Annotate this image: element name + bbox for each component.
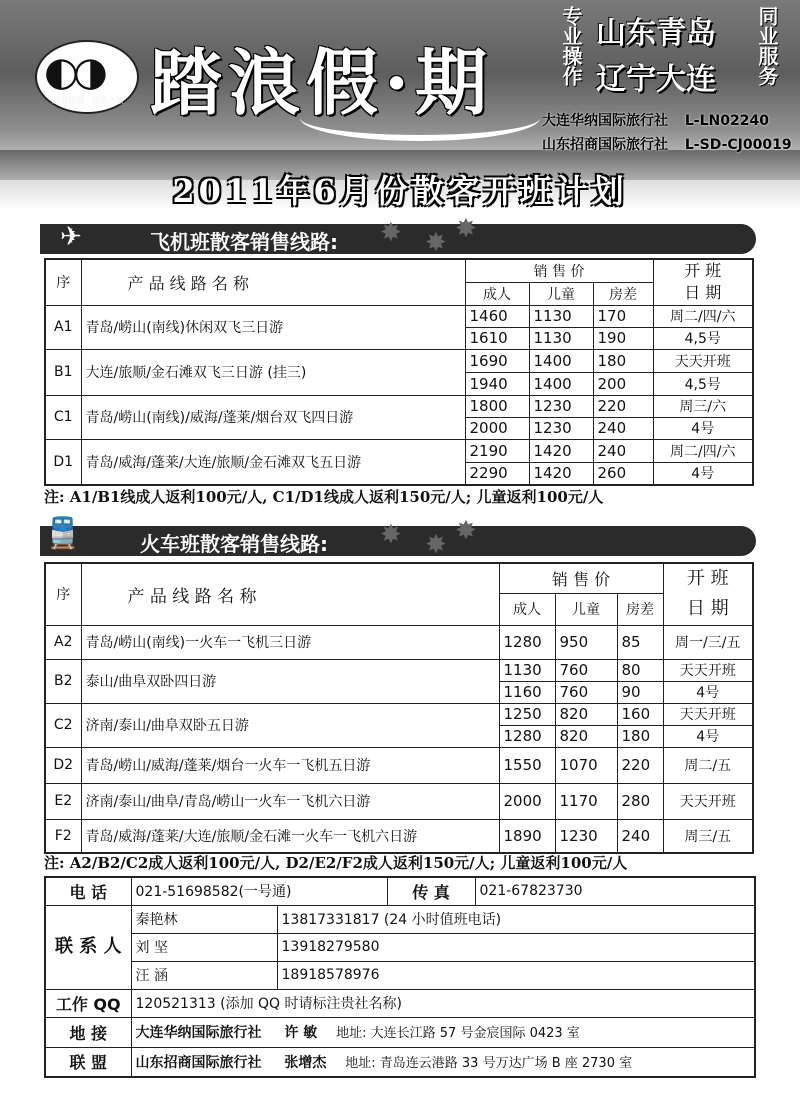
schedule-date: 4,5号 [653,372,753,395]
row-seq: C1 [45,395,81,439]
schedule-date: 天天开班 [663,703,753,725]
alliance-address: 地址: 大连长江路 57 号金宸国际 0423 室 [336,1026,580,1041]
star-decoration: ✸ [455,516,477,546]
price-room: 240 [593,417,653,439]
service-right: 同业服务 [755,6,779,86]
contact-name: 秦艳林 [131,905,277,933]
price-adult: 1690 [465,349,529,372]
price-room: 240 [617,819,663,853]
contact-phone: 13817331817 (24 小时值班电话) [277,905,755,933]
alliance-agency: 大连华纳国际旅行社 [135,1025,262,1041]
col-schedule [653,259,753,305]
price-child: 1070 [555,747,617,783]
price-child: 820 [555,703,617,725]
price-child: 1130 [529,327,593,349]
qq-label: 工作 QQ [45,989,131,1017]
fax-label: 传 真 [387,877,475,905]
price-adult: 1800 [465,395,529,417]
contact-table [44,876,756,1078]
contact-phone: 13918279580 [277,933,755,961]
price-child: 1400 [529,372,593,395]
price-child: 1400 [529,349,593,372]
price-adult: 1250 [499,703,555,725]
table-row [45,747,753,783]
price-room: 180 [593,349,653,372]
star-decoration: ✸ [380,520,402,550]
license-line-1 [542,110,769,130]
alliance-row [131,1047,755,1077]
row-name: 济南/泰山/曲阜双卧五日游 [81,703,499,747]
alliance-label-2: 联 盟 [45,1047,131,1077]
schedule-date: 周三/六 [653,395,753,417]
price-adult: 2290 [465,462,529,485]
col-price: 销 售 价 [465,259,653,282]
star-decoration: ✸ [425,228,447,258]
train-icon: 🚆 [44,516,82,551]
schedule-date: 4号 [663,681,753,703]
license-agency: 山东招商国际旅行社 [542,137,668,153]
swoosh-decoration [300,95,540,141]
alliance-agency: 山东招商国际旅行社 [135,1054,262,1071]
price-room: 200 [593,372,653,395]
row-seq: C2 [45,703,81,747]
row-name: 青岛/崂山/威海/蓬莱/烟台一火车一飞机五日游 [81,747,499,783]
col-seq: 序 [45,563,81,625]
row-name: 青岛/崂山(南线)/威海/蓬莱/烟台双飞四日游 [81,395,465,439]
col-adult: 成人 [465,282,529,305]
contact-phone: 18918578976 [277,961,755,989]
price-child: 760 [555,659,617,681]
row-name: 青岛/威海/蓬莱/大连/旅顺/金石滩双飞五日游 [81,439,465,485]
price-adult: 1160 [499,681,555,703]
schedule-date: 周二/四/六 [653,439,753,462]
row-seq: D2 [45,747,81,783]
price-adult: 1610 [465,327,529,349]
price-child: 1420 [529,439,593,462]
price-room: 180 [617,725,663,747]
star-decoration: ✸ [455,214,477,244]
schedule-date: 周一/三/五 [663,625,753,659]
logo-mark-icon: ◐◑ [44,48,102,95]
schedule-date: 天天开班 [663,783,753,819]
price-room: 220 [617,747,663,783]
service-left: 专业操作 [559,6,583,86]
schedule-label-1: 开 班 [684,261,722,281]
contact-name: 汪 涵 [131,961,277,989]
license-line-2 [542,134,792,154]
alliance-row [131,1017,755,1047]
table-row [45,395,753,417]
phone-label: 电 话 [45,877,131,905]
row-seq: D1 [45,439,81,485]
col-room: 房差 [617,593,663,625]
alliance-person: 许 敏 [284,1025,318,1041]
train-table [44,562,754,854]
table-row [45,625,753,659]
row-name: 青岛/崂山(南线)一火车一飞机三日游 [81,625,499,659]
phone-value: 021-51698582(一号通) [131,877,387,905]
row-name: 青岛/威海/蓬莱/大连/旅顺/金石滩一火车一飞机六日游 [81,819,499,853]
price-child: 760 [555,681,617,703]
col-price: 销 售 价 [499,563,663,593]
price-adult: 1130 [499,659,555,681]
schedule-label-1: 开 班 [686,568,729,590]
col-name: 产 品 线 路 名 称 [81,563,499,625]
row-name: 大连/旅顺/金石滩双飞三日游 (挂三) [81,349,465,395]
price-room: 90 [617,681,663,703]
alliance-label-1: 地 接 [45,1017,131,1047]
price-room: 220 [593,395,653,417]
table-row [45,819,753,853]
price-adult: 1280 [499,725,555,747]
city-dalian: 辽宁大连 [596,62,716,97]
price-adult: 2000 [465,417,529,439]
price-child: 1130 [529,305,593,327]
col-seq: 序 [45,259,81,305]
price-adult: 1280 [499,625,555,659]
star-decoration: ✸ [425,530,447,560]
alliance-address: 地址: 青岛连云港路 33 号万达广场 B 座 2730 室 [345,1055,633,1071]
flight-note: 注: A1/B1线成人返利100元/人, C1/D1线成人返利150元/人; 儿童返利100元/人 [44,488,604,506]
col-schedule [663,563,753,625]
schedule-date: 4,5号 [653,327,753,349]
row-name: 泰山/曲阜双卧四日游 [81,659,499,703]
row-name: 青岛/崂山(南线)休闲双飞三日游 [81,305,465,349]
row-name: 济南/泰山/曲阜/青岛/崂山一火车一飞机六日游 [81,783,499,819]
schedule-label-2: 日 期 [684,283,722,303]
table-row [45,783,753,819]
col-adult: 成人 [499,593,555,625]
service-box [560,6,790,104]
flight-table [44,258,754,486]
col-room: 房差 [593,282,653,305]
table-row [45,349,753,372]
flight-section-title: 飞机班散客销售线路: [150,230,338,254]
row-seq: A2 [45,625,81,659]
schedule-date: 天天开班 [653,349,753,372]
price-child: 1420 [529,462,593,485]
brand-title: 踏浪假·期 [150,40,494,125]
price-adult: 2190 [465,439,529,462]
row-seq: B2 [45,659,81,703]
price-child: 820 [555,725,617,747]
airplane-icon: ✈ [60,222,82,252]
price-room: 280 [617,783,663,819]
table-row [45,659,753,681]
col-child: 儿童 [529,282,593,305]
qq-value: 120521313 (添加 QQ 时请标注贵社名称) [131,989,755,1017]
price-adult: 2000 [499,783,555,819]
train-note: 注: A2/B2/C2成人返利100元/人, D2/E2/F2成人返利150元/人; 儿童返利100元/人 [44,854,628,872]
price-room: 240 [593,439,653,462]
fax-value: 021-67823730 [475,877,755,905]
price-room: 170 [593,305,653,327]
row-seq: F2 [45,819,81,853]
price-room: 190 [593,327,653,349]
col-name: 产 品 线 路 名 称 [81,259,465,305]
page-title: 2011年6月份散客开班计划 [172,172,628,210]
price-child: 1170 [555,783,617,819]
price-child: 1230 [555,819,617,853]
license-code: L-LN02240 [684,113,769,129]
train-section-title: 火车班散客销售线路: [140,532,328,556]
table-row [45,305,753,327]
price-room: 160 [617,703,663,725]
price-room: 80 [617,659,663,681]
row-seq: A1 [45,305,81,349]
schedule-label-2: 日 期 [686,598,729,620]
logo-subtitle: 踏浪假期 · 品质之旅 [52,96,124,105]
price-child: 950 [555,625,617,659]
price-child: 1230 [529,395,593,417]
price-adult: 1550 [499,747,555,783]
contact-label: 联 系 人 [45,905,131,989]
alliance-person: 张增杰 [284,1054,327,1071]
city-qingdao: 山东青岛 [596,16,716,51]
table-row [45,439,753,462]
star-decoration: ✸ [380,218,402,248]
col-child: 儿童 [555,593,617,625]
schedule-date: 4号 [653,417,753,439]
contact-name: 刘 坚 [131,933,277,961]
schedule-date: 周二/五 [663,747,753,783]
license-agency: 大连华纳国际旅行社 [542,113,668,129]
schedule-date: 4号 [653,462,753,485]
row-seq: B1 [45,349,81,395]
price-child: 1230 [529,417,593,439]
schedule-date: 4号 [663,725,753,747]
price-adult: 1890 [499,819,555,853]
price-adult: 1460 [465,305,529,327]
price-adult: 1940 [465,372,529,395]
price-room: 85 [617,625,663,659]
schedule-date: 周二/四/六 [653,305,753,327]
price-room: 260 [593,462,653,485]
table-row [45,703,753,725]
schedule-date: 天天开班 [663,659,753,681]
schedule-date: 周三/五 [663,819,753,853]
license-code: L-SD-CJ00019 [684,137,792,153]
row-seq: E2 [45,783,81,819]
